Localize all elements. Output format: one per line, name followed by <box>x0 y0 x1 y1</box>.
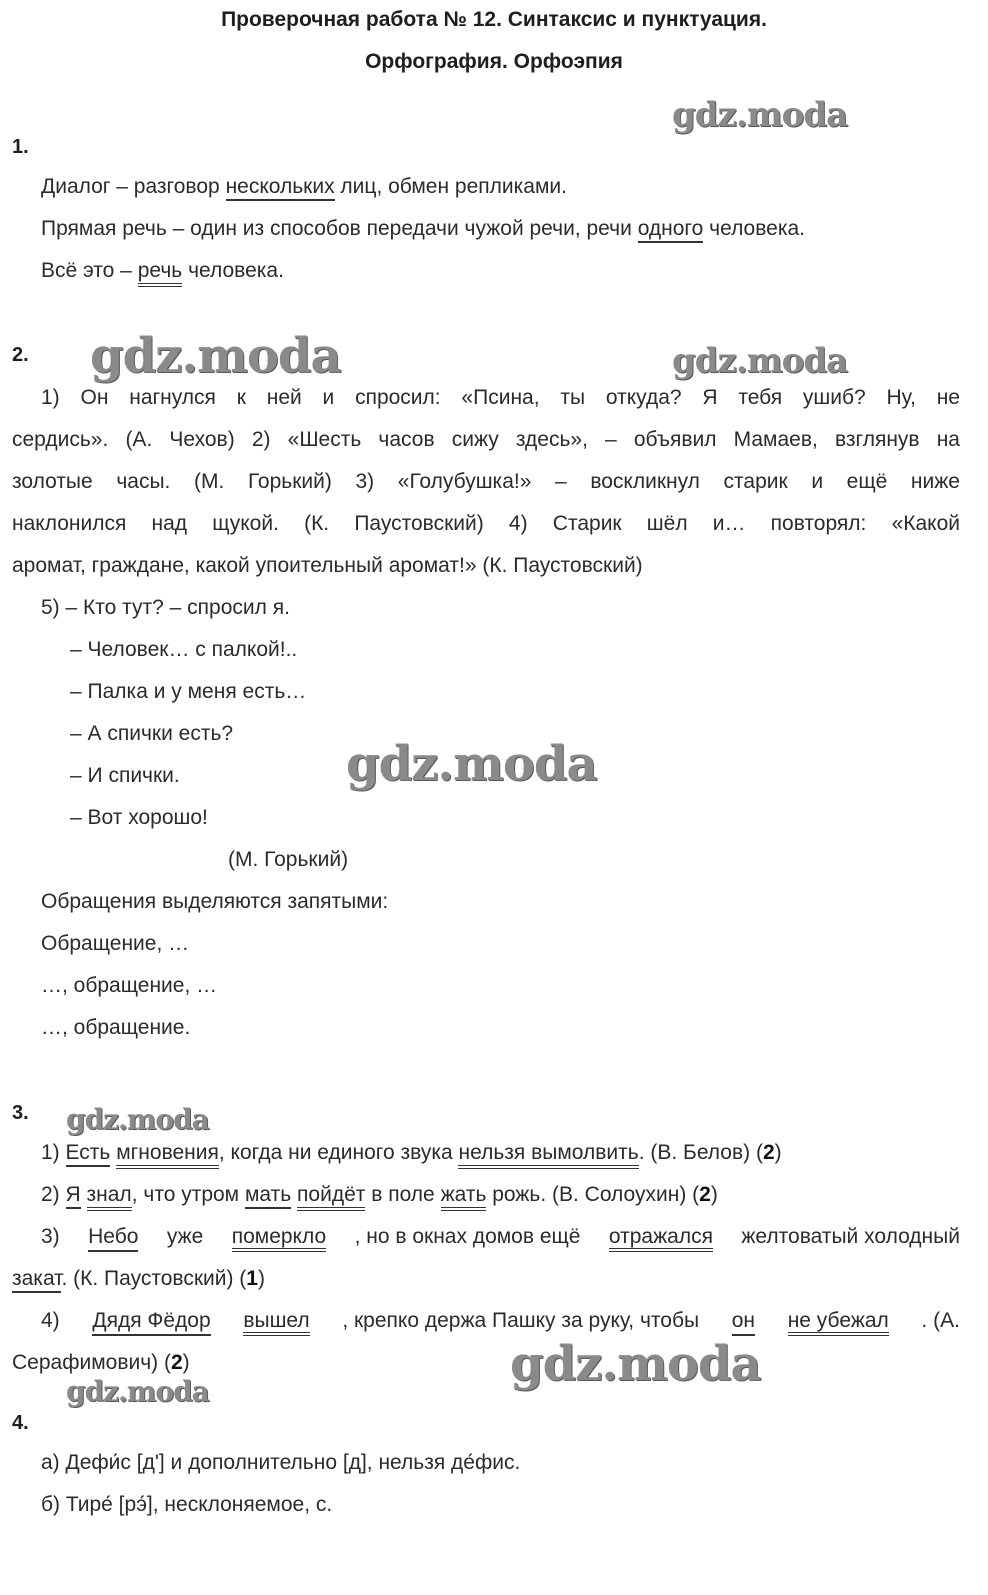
watermark: gdz.moda <box>346 736 597 792</box>
watermark: gdz.moda <box>90 328 341 384</box>
task-4-answer-b: б) Тире́ [рэ́], несклоняемое, с. <box>41 1493 333 1516</box>
dialogue-line: – Человек… с палкой!.. <box>70 638 298 661</box>
dialogue-author: (М. Горький) <box>228 848 349 871</box>
task-3-sentence-1: 1) Есть мгновения, когда ни единого звука нельзя вымолвить. (В. Белов) (2) <box>41 1142 782 1163</box>
task-1-line-3: Всё это – речь человека. <box>41 260 284 281</box>
watermark: gdz.moda <box>66 1103 209 1136</box>
dialogue-line: 5) – Кто тут? – спросил я. <box>41 596 290 619</box>
page-title-line-1: Проверочная работа № 12. Синтаксис и пунктуация. <box>221 8 767 31</box>
task-1-line-1: Диалог – разговор нескольких лиц, обмен репликами. <box>41 176 567 197</box>
dialogue-line: – А спички есть? <box>70 722 234 745</box>
watermark: gdz.moda <box>66 1375 209 1408</box>
dialogue-line: – Вот хорошо! <box>70 806 208 829</box>
scheme-line: …, обращение. <box>41 1016 191 1039</box>
rule-text: Обращения выделяются запятыми: <box>41 890 389 913</box>
task-2-number: 2. <box>12 344 29 366</box>
watermark: gdz.moda <box>672 95 848 135</box>
task-2-paragraph-line-3: золотые часы. (М. Горький) 3) «Голубушка!» – воскликнул старик и ещё ниже <box>12 470 960 493</box>
watermark: gdz.moda <box>672 341 848 381</box>
dialogue-line: – И спички. <box>70 764 180 787</box>
task-1-line-2: Прямая речь – один из способов передачи чужой речи, речи одного человека. <box>41 218 805 239</box>
task-4-answer-a: а) Дефи́с [д'] и дополнительно [д], нельзя де́фис. <box>41 1451 521 1474</box>
task-2-paragraph-line-2: сердись». (А. Чехов) 2) «Шесть часов сижу здесь», – объявил Мамаев, взглянув на <box>12 428 960 451</box>
task-3-number: 3. <box>12 1102 29 1124</box>
task-2-paragraph-line-1: 1) Он нагнулся к ней и спросил: «Псина, ты откуда? Я тебя ушиб? Ну, не <box>41 386 960 409</box>
task-4-number: 4. <box>12 1412 29 1434</box>
page-title-line-2: Орфография. Орфоэпия <box>365 50 623 73</box>
scheme-line: Обращение, … <box>41 932 190 955</box>
task-1-number: 1. <box>12 136 29 158</box>
task-3-sentence-3-cont: закат. (К. Паустовский) (1) <box>12 1268 265 1289</box>
task-3-sentence-4: 4) Дядя Фёдор вышел , крепко держа Пашку за руку, чтобы он не убежал . (А. <box>41 1310 960 1336</box>
scheme-line: …, обращение, … <box>41 974 218 997</box>
task-2-paragraph-line-5: аромат, граждане, какой упоительный аромат!» (К. Паустовский) <box>12 554 643 577</box>
task-3-sentence-2: 2) Я знал, что утром мать пойдёт в поле жать рожь. (В. Солоухин) (2) <box>41 1184 718 1205</box>
task-3-sentence-3: 3) Небо уже померкло , но в окнах домов ещё отражался желтоватый холодный <box>41 1226 960 1252</box>
task-3-sentence-4-cont: Серафимович) (2) <box>12 1351 190 1374</box>
task-2-paragraph-line-4: наклонился над щукой. (К. Паустовский) 4) Старик шёл и… повторял: «Какой <box>12 512 960 535</box>
dialogue-line: – Палка и у меня есть… <box>70 680 307 703</box>
watermark: gdz.moda <box>510 1336 761 1392</box>
